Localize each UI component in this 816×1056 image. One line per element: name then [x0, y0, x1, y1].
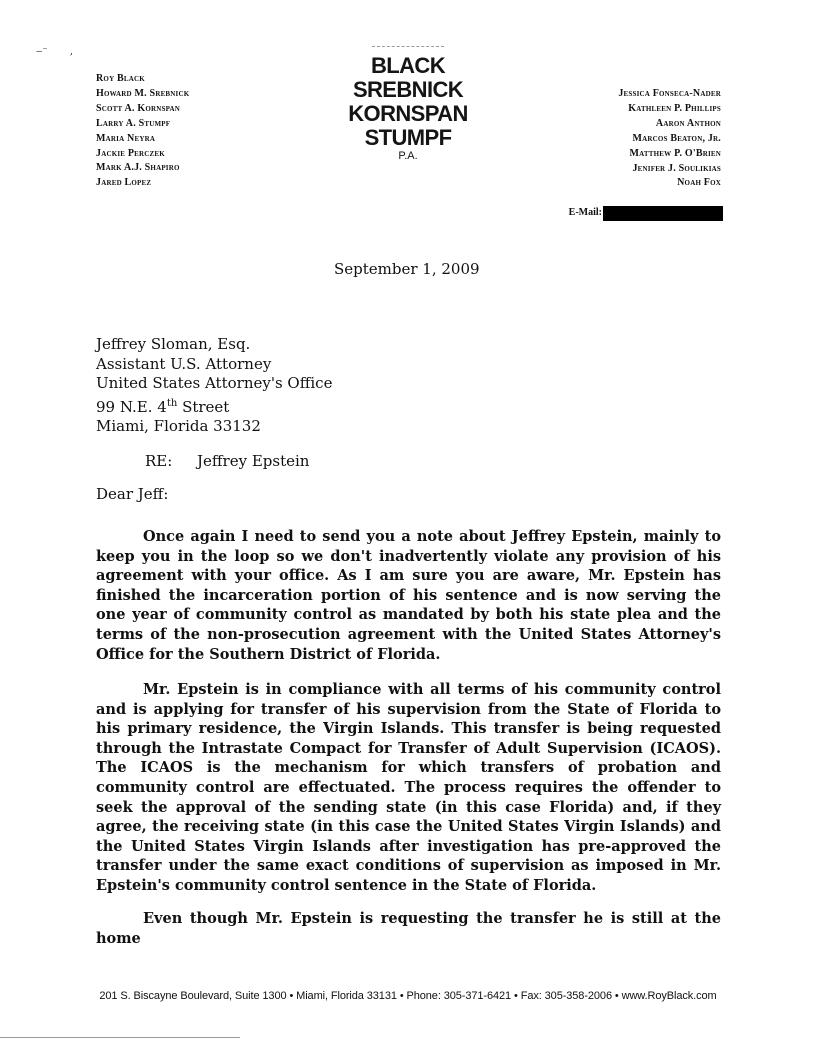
attorney-name: Matthew P. O'Brien — [629, 147, 721, 159]
logo-line: STUMPF — [364, 125, 452, 150]
re-line — [145, 452, 309, 472]
footer-address: 201 S. Biscayne Boulevard, Suite 1300 • Miami, Florida 33131 • Phone: 305-371-6421 • Fax: 305-358-2006 • www.RoyBlack.com — [99, 990, 717, 1002]
attorney-name: Marcos Beaton, Jr. — [632, 132, 721, 144]
attorney-name: Jackie Perczek — [96, 147, 165, 159]
recipient-line: United States Attorney's Office — [96, 374, 333, 393]
email-row — [540, 206, 723, 220]
re-subject: Jeffrey Epstein — [197, 452, 310, 470]
logo-line: BLACK — [371, 53, 445, 78]
attorney-name: Maria Neyra — [96, 132, 156, 144]
attorney-name: Kathleen P. Phillips — [628, 102, 721, 114]
recipient-line: Assistant U.S. Attorney — [96, 354, 272, 373]
attorney-name: Jared Lopez — [96, 177, 152, 189]
attorney-name: Jessica Fonseca-Nader — [618, 88, 721, 99]
scan-artifact-line — [0, 1037, 240, 1038]
attorney-name: Scott A. Kornspan — [96, 102, 181, 114]
re-label: RE: — [145, 452, 173, 470]
logo-suffix: P.A. — [398, 150, 418, 162]
scan-artifact: ‒⁻ , — [36, 46, 74, 57]
recipient-line: Miami, Florida 33132 — [96, 417, 261, 436]
recipient-block — [96, 335, 332, 437]
attorney-name: Jenifer J. Soulikias — [632, 162, 721, 174]
attorney-list-left — [96, 72, 296, 191]
body-paragraph: Once again I need to send you a note about Jeffrey Epstein, mainly to keep you in the loop so we don't inadvertently violate any provision of his agreement with your office. As I am sure you are aware, Mr. Epstein has finished the incarceration portion of his sentence and is now serving the one year of community control as mandated by both his state plea and the terms of the non-prosecution agreement with the United States Attorney's Office for the Southern District of Florida. — [96, 528, 721, 663]
logo-line: KORNSPAN — [348, 101, 468, 126]
attorney-name: Larry A. Stumpf — [96, 117, 171, 129]
attorney-name: Aaron Anthon — [655, 117, 721, 129]
firm-logo — [338, 54, 478, 162]
logo-line: SREBNICK — [352, 77, 464, 102]
recipient-line: Jeffrey Sloman, Esq. — [96, 335, 251, 353]
attorney-list-right — [530, 87, 721, 191]
letter-date: September 1, 2009 — [334, 260, 480, 278]
attorney-name: Noah Fox — [677, 177, 721, 189]
body-paragraph: Mr. Epstein is in compliance with all terms of his community control and is applying for transfer of his supervision from the State of Florida to his primary residence, the Virgin Islands. This transfer is being requested through the Intrastate Compact for Transfer of Adult Supervision (ICAOS). The ICAOS is the mechanism for which transfers of probation and community control are effectuated. The process requires the offender to seek the approval of the sending state (in this case Florida) and, if they agree, the receiving state (in this case the United States Virgin Islands) and the United States Virgin Islands after investigation has pre-approved the transfer under the same exact conditions of supervision as imposed in Mr. Epstein's community control sentence in the State of Florida. — [96, 681, 721, 894]
body-paragraph: Even though Mr. Epstein is requesting the transfer he is still at the home — [96, 910, 721, 947]
redaction-block — [603, 206, 723, 221]
attorney-name: Mark A.J. Shapiro — [96, 162, 180, 174]
logo-rule — [372, 46, 444, 47]
email-label: E-Mail: — [568, 207, 602, 218]
attorney-name: Roy Black — [96, 73, 145, 84]
salutation: Dear Jeff: — [96, 485, 169, 503]
attorney-name: Howard M. Srebnick — [96, 87, 190, 99]
recipient-street: 99 N.E. 4th Street — [96, 397, 230, 416]
